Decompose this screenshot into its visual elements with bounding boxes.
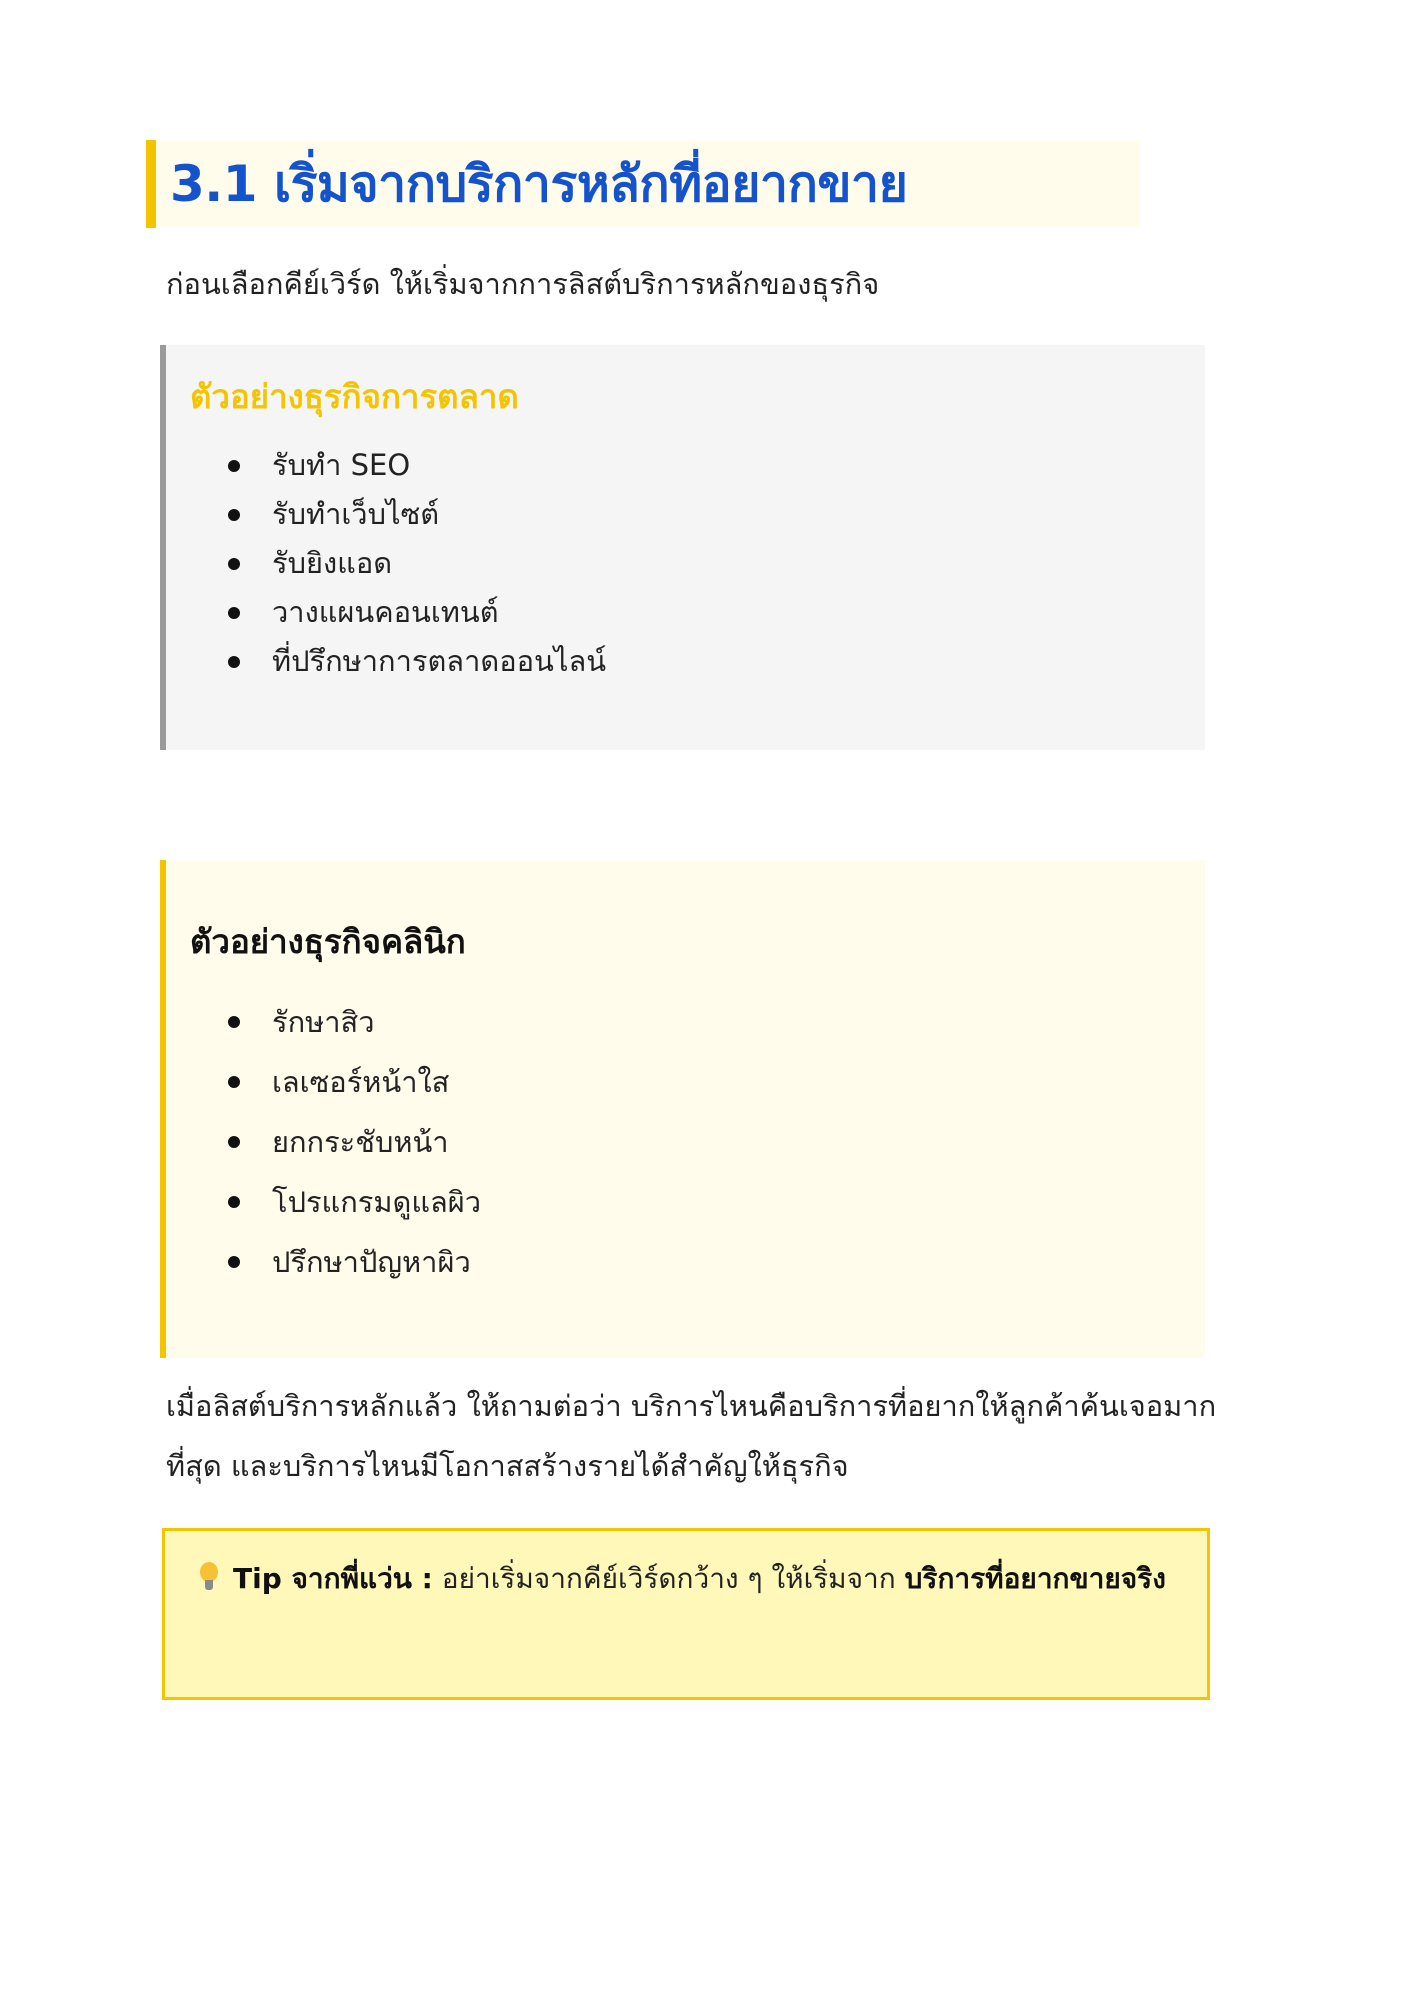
- list-item: โปรแกรมดูแลผิว: [272, 1172, 1205, 1232]
- tip-text: อย่าเริ่มจากคีย์เวิร์ดกว้าง ๆ ให้เริ่มจาก: [432, 1562, 905, 1595]
- list-item: วางแผนคอนเทนต์: [272, 588, 1205, 637]
- clinic-example-title: ตัวอย่างธุรกิจคลินิก: [190, 922, 466, 961]
- tip-label: Tip จากพี่แว่น :: [233, 1562, 433, 1595]
- list-item: รับทำเว็บไซต์: [272, 490, 1205, 539]
- marketing-example-box: [160, 345, 1205, 750]
- clinic-service-list: [190, 992, 1205, 1292]
- list-item: เลเซอร์หน้าใส: [272, 1052, 1205, 1112]
- lightbulb-icon: [197, 1562, 221, 1592]
- list-item: ที่ปรึกษาการตลาดออนไลน์: [272, 637, 1205, 686]
- marketing-example-title: ตัวอย่างธุรกิจการตลาด: [190, 377, 519, 416]
- list-item: ปรึกษาปัญหาผิว: [272, 1232, 1205, 1292]
- intro-paragraph: ก่อนเลือกคีย์เวิร์ด ให้เริ่มจากการลิสต์บริการหลักของธุรกิจ: [166, 267, 880, 301]
- follow-up-paragraph: เมื่อลิสต์บริการหลักแล้ว ให้ถามต่อว่า บริการไหนคือบริการที่อยากให้ลูกค้าค้นเจอมากที่สุด และบริการไหนมีโอกาสสร้างรายได้สำคัญให้ธุรกิจ: [166, 1389, 1217, 1483]
- tip-callout: [162, 1528, 1210, 1700]
- clinic-example-box: [160, 860, 1205, 1358]
- section-heading: [146, 140, 1140, 228]
- list-item: รับทำ SEO: [272, 441, 1205, 490]
- list-item: รักษาสิว: [272, 992, 1205, 1052]
- list-item: ยกกระชับหน้า: [272, 1112, 1205, 1172]
- list-item: รับยิงแอด: [272, 539, 1205, 588]
- section-title: 3.1 เริ่มจากบริการหลักที่อยากขาย: [170, 154, 908, 213]
- tip-emphasis: บริการที่อยากขายจริง: [904, 1562, 1166, 1595]
- marketing-service-list: [190, 441, 1205, 686]
